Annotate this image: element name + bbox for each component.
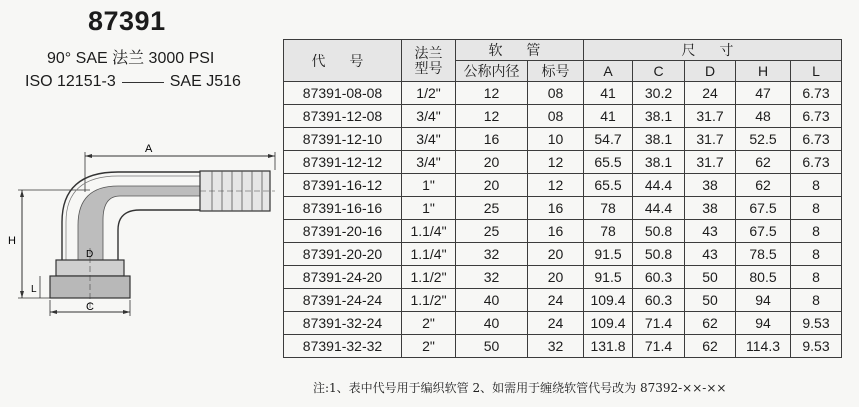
cell-h: 94 — [736, 289, 791, 312]
cell-hose-nominal: 16 — [456, 128, 528, 151]
header-d: D — [685, 61, 736, 82]
cell-a: 131.8 — [584, 335, 633, 358]
cell-h: 78.5 — [736, 243, 791, 266]
cell-hose-mark: 08 — [528, 82, 584, 105]
cell-a: 109.4 — [584, 289, 633, 312]
cell-flange: 1" — [402, 197, 456, 220]
cell-l: 6.73 — [791, 151, 842, 174]
cell-hose-mark: 16 — [528, 197, 584, 220]
header-hose-nominal: 公称内径 — [456, 61, 528, 82]
cell-flange: 2" — [402, 335, 456, 358]
cell-h: 48 — [736, 105, 791, 128]
cell-d: 62 — [685, 312, 736, 335]
table-row — [284, 289, 842, 312]
cell-hose-nominal: 25 — [456, 220, 528, 243]
cell-hose-mark: 16 — [528, 220, 584, 243]
cell-c: 30.2 — [633, 82, 685, 105]
table-row — [284, 82, 842, 105]
cell-hose-mark: 20 — [528, 243, 584, 266]
cell-h: 80.5 — [736, 266, 791, 289]
cell-a: 109.4 — [584, 312, 633, 335]
cell-l: 8 — [791, 266, 842, 289]
cell-hose-nominal: 12 — [456, 82, 528, 105]
header-flange: 法兰 型号 — [402, 40, 456, 82]
product-info-panel — [0, 0, 282, 407]
cell-d: 24 — [685, 82, 736, 105]
cell-code: 87391-12-08 — [284, 105, 402, 128]
spec-table — [283, 39, 842, 358]
spec-table-wrap — [283, 39, 842, 358]
header-l: L — [791, 61, 842, 82]
cell-hose-mark: 32 — [528, 335, 584, 358]
cell-d: 31.7 — [685, 105, 736, 128]
table-row — [284, 128, 842, 151]
cell-hose-nominal: 32 — [456, 243, 528, 266]
cell-h: 114.3 — [736, 335, 791, 358]
cell-flange: 1.1/2" — [402, 289, 456, 312]
header-a: A — [584, 61, 633, 82]
cell-c: 50.8 — [633, 243, 685, 266]
header-h: H — [736, 61, 791, 82]
cell-l: 9.53 — [791, 312, 842, 335]
cell-flange: 1.1/2" — [402, 266, 456, 289]
product-title: 87391 — [88, 6, 166, 36]
cell-l: 6.73 — [791, 105, 842, 128]
header-code: 代 号 — [284, 40, 402, 82]
cell-code: 87391-08-08 — [284, 82, 402, 105]
header-hose-mark: 标号 — [528, 61, 584, 82]
cell-flange: 3/4" — [402, 105, 456, 128]
cell-h: 67.5 — [736, 220, 791, 243]
cell-code: 87391-32-24 — [284, 312, 402, 335]
fitting-drawing — [0, 130, 282, 325]
cell-a: 78 — [584, 197, 633, 220]
cell-l: 9.53 — [791, 335, 842, 358]
spec-standard-iso: ISO 12151-3 — [25, 73, 116, 90]
cell-l: 6.73 — [791, 82, 842, 105]
spec-line-1: 90° SAE 法兰 3000 PSI — [47, 50, 215, 67]
cell-code: 87391-24-20 — [284, 266, 402, 289]
cell-c: 38.1 — [633, 128, 685, 151]
table-row — [284, 220, 842, 243]
cell-code: 87391-20-16 — [284, 220, 402, 243]
cell-code: 87391-12-10 — [284, 128, 402, 151]
cell-hose-mark: 12 — [528, 174, 584, 197]
spec-dash — [122, 82, 164, 83]
cell-c: 38.1 — [633, 151, 685, 174]
cell-hose-mark: 12 — [528, 151, 584, 174]
table-row — [284, 243, 842, 266]
cell-h: 62 — [736, 151, 791, 174]
cell-flange: 1/2" — [402, 82, 456, 105]
cell-a: 54.7 — [584, 128, 633, 151]
cell-hose-mark: 10 — [528, 128, 584, 151]
cell-a: 65.5 — [584, 174, 633, 197]
cell-a: 91.5 — [584, 243, 633, 266]
cell-hose-nominal: 32 — [456, 266, 528, 289]
cell-code: 87391-32-32 — [284, 335, 402, 358]
cell-flange: 2" — [402, 312, 456, 335]
cell-d: 31.7 — [685, 151, 736, 174]
cell-a: 41 — [584, 105, 633, 128]
cell-hose-nominal: 20 — [456, 151, 528, 174]
cell-d: 50 — [685, 289, 736, 312]
table-row — [284, 105, 842, 128]
cell-hose-nominal: 40 — [456, 289, 528, 312]
cell-c: 60.3 — [633, 289, 685, 312]
cell-c: 60.3 — [633, 266, 685, 289]
cell-h: 94 — [736, 312, 791, 335]
table-row — [284, 197, 842, 220]
header-size: 尺 寸 — [584, 40, 842, 61]
cell-d: 43 — [685, 220, 736, 243]
cell-l: 6.73 — [791, 128, 842, 151]
cell-hose-nominal: 40 — [456, 312, 528, 335]
cell-d: 50 — [685, 266, 736, 289]
label-d: D — [86, 249, 94, 260]
cell-hose-nominal: 20 — [456, 174, 528, 197]
header-hose: 软 管 — [456, 40, 584, 61]
cell-flange: 3/4" — [402, 151, 456, 174]
label-c: C — [86, 301, 94, 313]
spec-line-2 — [25, 73, 241, 91]
cell-d: 31.7 — [685, 128, 736, 151]
cell-c: 71.4 — [633, 335, 685, 358]
label-a: A — [145, 143, 153, 155]
cell-flange: 1" — [402, 174, 456, 197]
table-row — [284, 266, 842, 289]
table-row — [284, 174, 842, 197]
cell-hose-mark: 24 — [528, 289, 584, 312]
cell-a: 78 — [584, 220, 633, 243]
cell-hose-nominal: 50 — [456, 335, 528, 358]
cell-h: 67.5 — [736, 197, 791, 220]
cell-code: 87391-16-12 — [284, 174, 402, 197]
cell-a: 41 — [584, 82, 633, 105]
cell-flange: 1.1/4" — [402, 220, 456, 243]
cell-c: 44.4 — [633, 174, 685, 197]
table-row — [284, 151, 842, 174]
cell-d: 43 — [685, 243, 736, 266]
cell-hose-mark: 08 — [528, 105, 584, 128]
cell-code: 87391-12-12 — [284, 151, 402, 174]
cell-code: 87391-20-20 — [284, 243, 402, 266]
cell-flange: 1.1/4" — [402, 243, 456, 266]
cell-d: 38 — [685, 197, 736, 220]
table-row — [284, 312, 842, 335]
cell-c: 44.4 — [633, 197, 685, 220]
cell-h: 47 — [736, 82, 791, 105]
cell-c: 71.4 — [633, 312, 685, 335]
spec-standard-sae: SAE J516 — [169, 73, 241, 90]
cell-flange: 3/4" — [402, 128, 456, 151]
label-h: H — [8, 235, 16, 247]
table-row — [284, 335, 842, 358]
cell-hose-mark: 20 — [528, 266, 584, 289]
cell-c: 38.1 — [633, 105, 685, 128]
cell-h: 52.5 — [736, 128, 791, 151]
cell-d: 62 — [685, 335, 736, 358]
footnote: 注:1、表中代号用于编织软管 2、如需用于缠绕软管代号改为 87392-××-×× — [313, 381, 727, 395]
cell-l: 8 — [791, 220, 842, 243]
cell-l: 8 — [791, 174, 842, 197]
cell-a: 65.5 — [584, 151, 633, 174]
cell-c: 50.8 — [633, 220, 685, 243]
cell-code: 87391-24-24 — [284, 289, 402, 312]
cell-h: 62 — [736, 174, 791, 197]
cell-l: 8 — [791, 197, 842, 220]
header-c: C — [633, 61, 685, 82]
cell-d: 38 — [685, 174, 736, 197]
cell-hose-nominal: 12 — [456, 105, 528, 128]
label-l: L — [31, 284, 37, 295]
cell-a: 91.5 — [584, 266, 633, 289]
spec-table-body — [284, 82, 842, 358]
cell-code: 87391-16-16 — [284, 197, 402, 220]
cell-l: 8 — [791, 243, 842, 266]
cell-hose-nominal: 25 — [456, 197, 528, 220]
cell-l: 8 — [791, 289, 842, 312]
cell-hose-mark: 24 — [528, 312, 584, 335]
